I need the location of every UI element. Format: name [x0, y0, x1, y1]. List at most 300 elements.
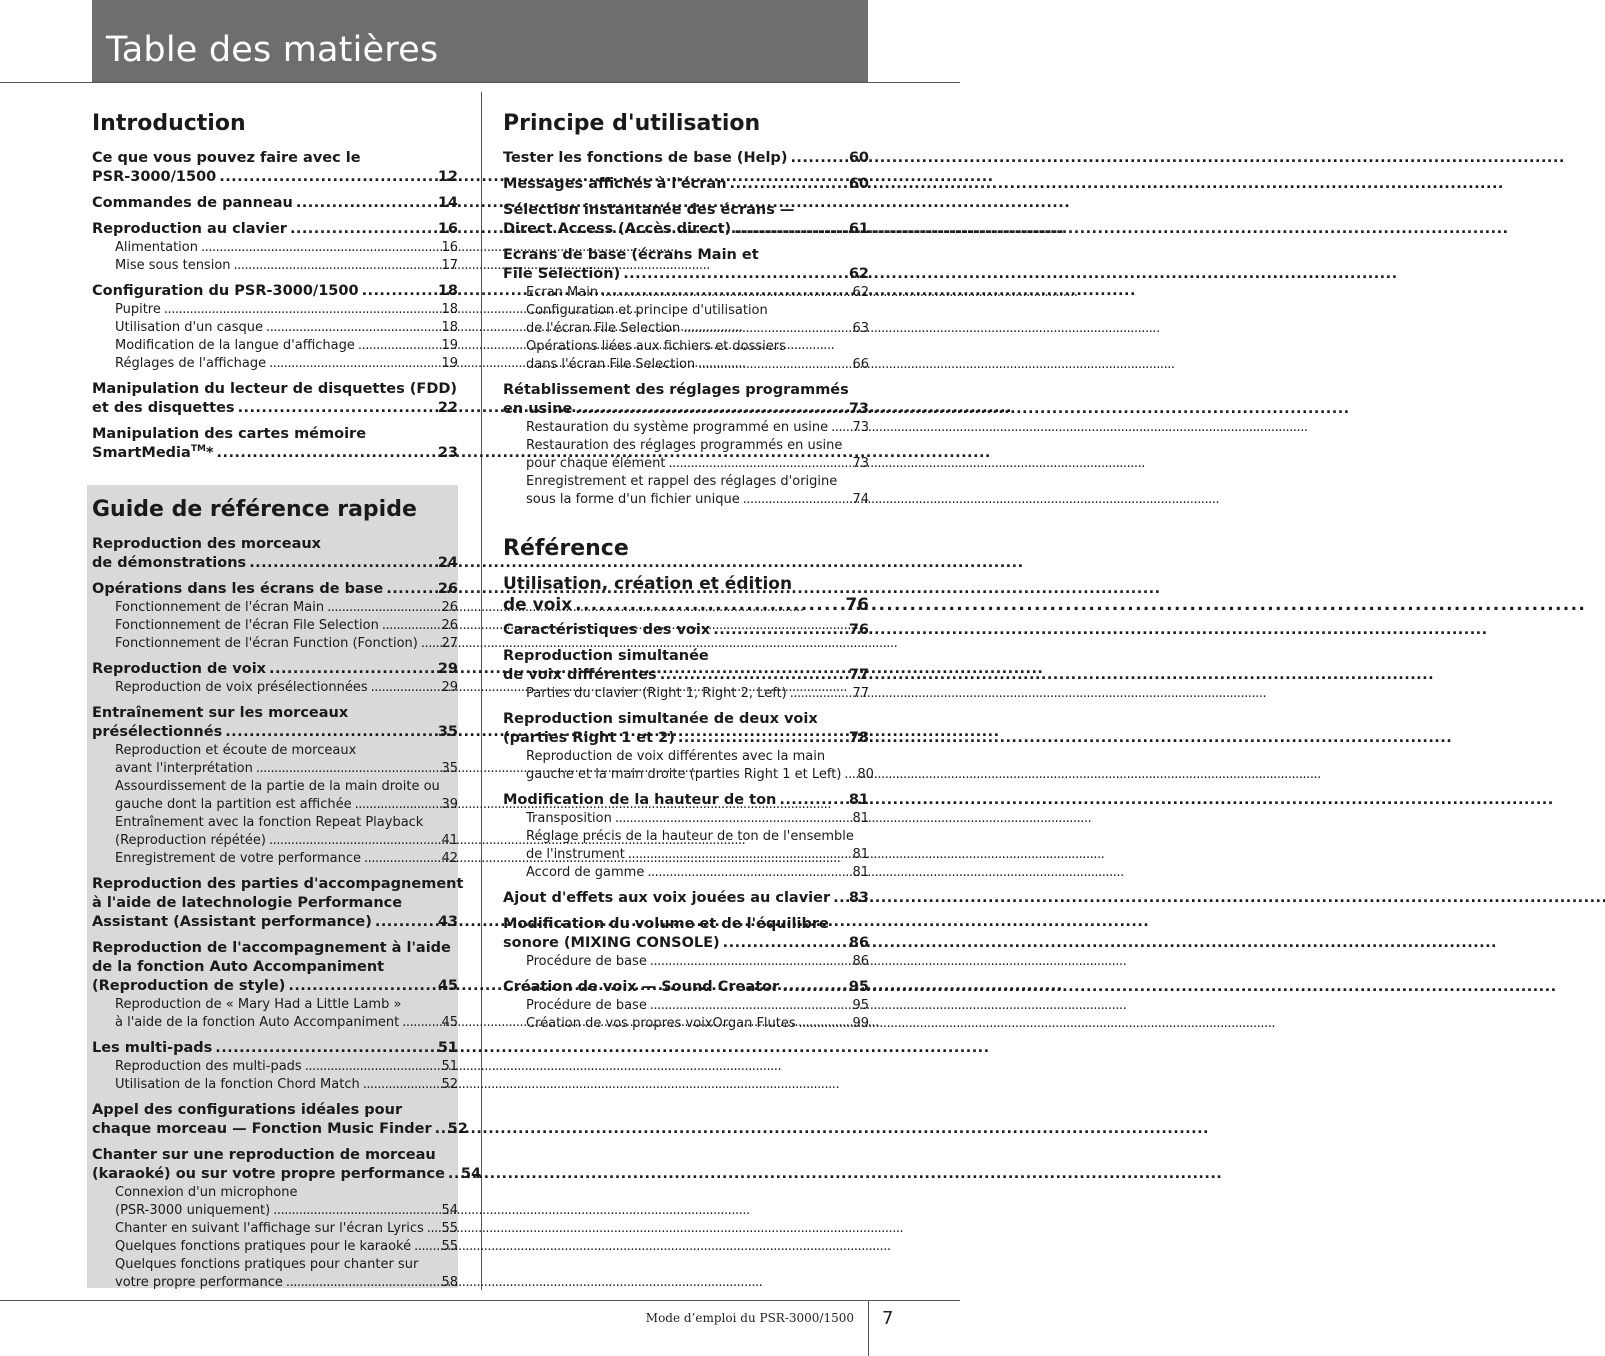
toc-subentry-line: Reproduction de « Mary Had a Little Lamb »	[115, 997, 402, 1012]
leader-dots	[402, 1014, 438, 1032]
toc-entry-label: Transposition	[526, 811, 612, 826]
toc-entry	[92, 580, 458, 599]
toc-page-number: 54	[441, 1203, 458, 1218]
toc-entry-line: Modification du volume et de l'équilibre	[503, 916, 829, 932]
toc-entry-block	[92, 535, 458, 573]
toc-entry-line: Appel des configurations idéales pour	[92, 1102, 403, 1118]
toc-subentry	[503, 997, 869, 1015]
leader-dots	[601, 284, 849, 302]
toc-entry-block	[503, 381, 869, 509]
toc-entry-label: gauche et la main droite (parties Right 1 et Left)	[526, 767, 842, 782]
toc-entry	[92, 913, 458, 932]
toc-entry	[503, 175, 869, 194]
toc-page-number: 74	[852, 492, 869, 507]
toc-entry-label: Caractéristiques des voix	[503, 622, 711, 638]
toc-entry-label: et des disquettes	[92, 400, 235, 416]
leader-dots	[256, 760, 439, 778]
toc-entry	[503, 595, 869, 616]
toc-entry-block	[503, 791, 869, 882]
leader-dots	[238, 399, 435, 418]
toc-entry-label: Reproduction des multi-pads	[115, 1059, 302, 1074]
toc-entry-label: Configuration du PSR-3000/1500	[92, 283, 359, 299]
leader-dots	[421, 635, 439, 653]
leader-dots	[790, 685, 850, 703]
toc-entry-line: Ce que vous pouvez faire avec le	[92, 150, 361, 166]
toc-page-number: 52	[441, 1077, 458, 1092]
introduction-list	[92, 149, 458, 463]
toc-entry	[92, 444, 458, 463]
toc-subentry	[92, 832, 458, 850]
leader-dots	[273, 1202, 438, 1220]
toc-page-number: 29	[437, 661, 458, 677]
toc-entry-text	[115, 239, 198, 257]
toc-subentry	[503, 491, 869, 509]
toc-entry-label: à l'aide de la fonction Auto Accompaniment	[115, 1015, 400, 1030]
leader-dots	[296, 194, 435, 213]
toc-page-number: 81	[852, 811, 869, 826]
toc-subentry	[92, 679, 458, 697]
toc-entry-text	[503, 621, 710, 640]
section-title-reference: Référence	[503, 536, 629, 561]
toc-page-number: 26	[441, 600, 458, 615]
toc-entry-text	[115, 301, 161, 319]
toc-entry-block	[92, 380, 458, 418]
leader-dots	[290, 220, 435, 239]
leader-dots	[660, 666, 846, 685]
toc-entry-text	[115, 679, 368, 697]
toc-subentry	[92, 760, 458, 778]
toc-entry-label: avant l'interprétation	[115, 761, 253, 776]
toc-page-number: 61	[848, 221, 869, 237]
toc-page-number: 73	[852, 420, 869, 435]
toc-entry-text	[503, 175, 727, 194]
toc-entry-text	[92, 660, 266, 679]
section-title-quick-guide: Guide de référence rapide	[92, 497, 417, 522]
toc-subentry-line: Configuration et principe d'utilisation	[526, 303, 768, 318]
toc-entry-block	[92, 220, 458, 275]
leader-dots	[305, 1058, 439, 1076]
toc-entry-label: Ecran Main	[526, 285, 599, 300]
toc-subentry	[92, 850, 458, 868]
leader-dots	[363, 1076, 439, 1094]
toc-entry	[92, 1039, 458, 1058]
footer-divider	[868, 1300, 869, 1356]
leader-dots	[382, 617, 439, 635]
toc-entry-label: en usine	[503, 401, 573, 417]
toc-entry-label: Réglages de l'affichage	[115, 356, 267, 371]
leader-dots	[669, 455, 850, 473]
toc-entry-block	[503, 149, 869, 168]
toc-entry-text	[115, 1014, 399, 1032]
toc-entry-text	[92, 399, 235, 418]
toc-page-number: 99	[852, 1016, 869, 1031]
toc-entry-label: gauche dont la partition est affichée	[115, 797, 352, 812]
toc-subentry	[503, 455, 869, 473]
toc-entry-label: Mise sous tension	[115, 258, 231, 273]
toc-entry-block	[503, 621, 869, 640]
toc-entry-label: Opérations dans les écrans de base	[92, 581, 384, 597]
toc-entry-text	[503, 265, 620, 284]
toc-entry-block	[92, 1039, 458, 1094]
toc-subentry	[92, 257, 458, 275]
toc-entry	[503, 400, 869, 419]
toc-entry-label: Ajout d'effets aux voix jouées au clavier	[503, 890, 831, 906]
toc-page-number: 23	[437, 445, 458, 461]
toc-subentry	[503, 685, 869, 703]
toc-page-number: 51	[437, 1040, 458, 1056]
toc-entry-text	[115, 337, 355, 355]
toc-entry-text	[526, 953, 647, 971]
leader-dots	[266, 319, 438, 337]
toc-entry-line: de la fonction Auto Accompaniment	[92, 959, 385, 975]
toc-entry-text	[115, 1058, 302, 1076]
toc-subentry	[503, 846, 869, 864]
toc-entry-label: Pupitre	[115, 302, 161, 317]
toc-entry-block	[92, 1146, 482, 1292]
quick-guide-list	[92, 535, 482, 1292]
toc-entry-text	[115, 1238, 411, 1256]
toc-page-number: 55	[441, 1239, 458, 1254]
toc-page-number: 77	[852, 686, 869, 701]
toc-page-number: 86	[848, 935, 869, 951]
leader-dots	[249, 554, 435, 573]
leader-dots	[234, 257, 439, 275]
toc-entry-text	[503, 149, 787, 168]
toc-entry-block	[503, 889, 869, 908]
toc-entry-label: Modification de la langue d'affichage	[115, 338, 355, 353]
toc-entry-block	[92, 875, 464, 932]
toc-entry	[92, 660, 458, 679]
principe-list	[503, 149, 869, 509]
toc-page-number: 63	[852, 321, 869, 336]
toc-entry-label: (Reproduction de style)	[92, 978, 286, 994]
toc-entry-text	[92, 723, 222, 742]
leader-dots	[743, 491, 850, 509]
toc-entry-label: (parties Right 1 et 2)	[503, 730, 675, 746]
toc-page-number: 14	[437, 195, 458, 211]
toc-entry	[92, 399, 458, 418]
toc-entry-line: Ecrans de base (écrans Main et	[503, 247, 759, 263]
toc-entry	[92, 282, 458, 301]
leader-dots	[435, 1120, 445, 1139]
toc-entry-label: Accord de gamme	[526, 865, 645, 880]
toc-page-number: 22	[437, 400, 458, 416]
toc-subentry	[503, 320, 869, 338]
toc-entry-text	[526, 766, 841, 784]
page-title: Table des matières	[106, 30, 439, 70]
toc-entry-text	[526, 846, 625, 864]
toc-entry-text	[92, 977, 285, 996]
toc-entry-text	[92, 168, 216, 187]
toc-entry-text	[115, 1076, 360, 1094]
toc-entry-text	[115, 319, 263, 337]
section-title-principe: Principe d'utilisation	[503, 111, 761, 136]
toc-entry-text	[115, 635, 418, 653]
leader-dots	[364, 850, 438, 868]
leader-dots	[164, 301, 439, 319]
toc-page-number: 80	[857, 767, 874, 782]
toc-entry-block	[92, 149, 458, 187]
toc-entry-label: Tester les fonctions de base (Help)	[503, 150, 788, 166]
leader-dots	[219, 168, 435, 187]
toc-subentry-line: Entraînement avec la fonction Repeat Playback	[115, 815, 424, 830]
toc-entry	[503, 791, 869, 810]
toc-entry-text	[526, 320, 680, 338]
toc-subentry-line: Assourdissement de la partie de la main droite ou	[115, 779, 440, 794]
toc-entry-label: Direct Access (Accès direct)	[503, 221, 732, 237]
toc-entry-text	[115, 1220, 424, 1238]
toc-page-number: 18	[437, 283, 458, 299]
leader-dots	[799, 1015, 850, 1033]
toc-subentry-line: Reproduction et écoute de morceaux	[115, 743, 357, 758]
toc-entry	[92, 220, 458, 239]
toc-entry	[92, 977, 458, 996]
toc-entry-text	[92, 444, 214, 463]
toc-entry-line: à l'aide de latechnologie Performance	[92, 895, 403, 911]
toc-page-number: 66	[852, 357, 869, 372]
leader-dots	[647, 864, 849, 882]
toc-entry-label: Restauration du système programmé en usine	[526, 420, 829, 435]
toc-entry-block	[503, 647, 869, 703]
toc-subentry	[503, 766, 874, 784]
toc-entry	[503, 220, 869, 239]
toc-subentry	[503, 356, 869, 374]
toc-entry	[503, 934, 869, 953]
toc-entry-text	[92, 1165, 445, 1184]
toc-entry-text	[503, 978, 779, 997]
leader-dots	[327, 599, 438, 617]
toc-page-number: 42	[441, 851, 458, 866]
toc-subentry	[92, 319, 458, 337]
leader-dots	[844, 766, 854, 784]
toc-entry-text	[526, 419, 828, 437]
toc-page-number: 17	[441, 258, 458, 273]
toc-subentry	[92, 1238, 458, 1256]
toc-entry-line: Reproduction de l'accompagnement à l'aide	[92, 940, 451, 956]
leader-dots	[269, 355, 438, 373]
leader-dots	[427, 1220, 439, 1238]
toc-page-number: 54	[460, 1166, 482, 1182]
toc-entry-label: Procédure de base	[526, 998, 647, 1013]
toc-subentry	[92, 239, 458, 257]
leader-dots	[615, 810, 850, 828]
toc-entry-label: Enregistrement de votre performance	[115, 851, 362, 866]
toc-entry-text	[115, 850, 361, 868]
toc-entry-block	[503, 915, 869, 971]
toc-subentry	[503, 419, 869, 437]
leader-dots	[831, 419, 849, 437]
header-banner	[92, 0, 868, 82]
toc-subentry	[92, 635, 458, 653]
leader-dots	[386, 580, 435, 599]
toc-entry-block	[92, 939, 458, 1032]
toc-page-number: 35	[441, 761, 458, 776]
leader-dots	[650, 997, 850, 1015]
toc-entry-label: de l'instrument	[526, 847, 625, 862]
toc-subentry	[92, 355, 458, 373]
toc-page-number: 39	[441, 797, 458, 812]
toc-entry-label: Commandes de panneau	[92, 195, 293, 211]
leader-dots	[201, 239, 438, 257]
toc-subentry-line: Restauration des réglages programmés en usine	[526, 438, 843, 453]
toc-entry-label: sous la forme d'un fichier unique	[526, 492, 740, 507]
leader-dots	[414, 1238, 438, 1256]
leader-dots	[217, 444, 435, 463]
reference-list	[503, 574, 874, 1033]
leader-dots	[575, 595, 842, 616]
toc-entry-label: Procédure de base	[526, 954, 647, 969]
toc-page-number: 77	[848, 667, 869, 683]
toc-entry-block	[503, 201, 869, 239]
leader-dots	[448, 1165, 458, 1184]
toc-page-number: 76	[848, 622, 869, 638]
toc-entry-block	[92, 425, 458, 463]
leader-dots	[628, 846, 850, 864]
toc-page-number: 41	[441, 833, 458, 848]
toc-subentry-line: Opérations liées aux fichiers et dossiers	[526, 339, 786, 354]
toc-entry-label: Parties du clavier (Right 1, Right 2, Left)	[526, 686, 787, 701]
toc-page-number: 83	[848, 890, 869, 906]
toc-subentry	[92, 617, 458, 635]
toc-page-number: 62	[848, 266, 869, 282]
leader-dots	[723, 934, 846, 953]
toc-page-number: 35	[437, 724, 458, 740]
toc-entry-label: de voix	[503, 595, 573, 615]
toc-entry-text	[115, 257, 231, 275]
toc-entry-text	[115, 355, 266, 373]
toc-entry	[92, 168, 458, 187]
toc-entry-text	[115, 1202, 270, 1220]
toc-entry-label: (PSR-3000 uniquement)	[115, 1203, 271, 1218]
toc-entry-label: PSR-3000/1500	[92, 169, 217, 185]
toc-entry-text	[503, 220, 731, 239]
toc-page-number: 62	[852, 285, 869, 300]
toc-entry	[92, 1120, 468, 1139]
toc-entry-text	[115, 1274, 283, 1292]
toc-entry-label: Assistant (Assistant performance)	[92, 914, 372, 930]
toc-page-number: 19	[441, 356, 458, 371]
toc-entry-label: Fonctionnement de l'écran File Selection	[115, 618, 379, 633]
toc-subentry	[92, 1014, 458, 1032]
leader-dots	[833, 889, 846, 908]
toc-entry	[503, 729, 869, 748]
toc-page-number: 60	[848, 150, 869, 166]
toc-entry-line: Manipulation des cartes mémoire	[92, 426, 367, 442]
leader-dots	[371, 679, 439, 697]
toc-entry-text	[503, 934, 720, 953]
toc-entry-line: Rétablissement des réglages programmés	[503, 382, 849, 398]
toc-entry-label: Fonctionnement de l'écran Main	[115, 600, 325, 615]
toc-entry-text	[92, 554, 246, 573]
toc-page-number: 73	[852, 456, 869, 471]
toc-entry-text	[115, 599, 324, 617]
toc-entry-text	[115, 617, 379, 635]
toc-entry-label: Utilisation de la fonction Chord Match	[115, 1077, 360, 1092]
toc-entry-block	[92, 704, 458, 868]
toc-entry-label: Messages affichés à l'écran	[503, 176, 727, 192]
toc-entry-label: Modification de la hauteur de ton	[503, 792, 777, 808]
toc-entry-text	[92, 194, 293, 213]
toc-page-number: 18	[441, 302, 458, 317]
toc-entry-text	[115, 832, 266, 850]
toc-entry-suffix: *	[205, 445, 214, 461]
toc-entry-label: SmartMedia	[92, 445, 191, 461]
leader-dots	[362, 282, 435, 301]
toc-entry-label: votre propre performance	[115, 1275, 283, 1290]
toc-entry	[503, 978, 869, 997]
toc-subentry-line: Quelques fonctions pratiques pour chanter sur	[115, 1257, 419, 1272]
toc-subentry-line: Reproduction de voix différentes avec la main	[526, 749, 826, 764]
toc-subentry	[503, 864, 869, 882]
toc-subentry	[92, 1220, 458, 1238]
leader-dots	[698, 356, 849, 374]
section-title-introduction: Introduction	[92, 111, 246, 136]
toc-subentry	[92, 599, 458, 617]
toc-subentry	[92, 1202, 458, 1220]
toc-page-number: 18	[441, 320, 458, 335]
toc-page-number: 95	[848, 979, 869, 995]
toc-entry-block	[503, 175, 869, 194]
toc-entry-label: Reproduction au clavier	[92, 221, 287, 237]
leader-dots	[375, 913, 435, 932]
leader-dots	[225, 723, 435, 742]
toc-entry-text	[503, 400, 572, 419]
toc-entry-text	[115, 796, 352, 814]
toc-entry-label: dans l'écran File Selection	[526, 357, 696, 372]
toc-entry-line: Reproduction des parties d'accompagnement	[92, 876, 464, 892]
toc-entry-label: Quelques fonctions pratiques pour le karaoké	[115, 1239, 412, 1254]
toc-entry-label: Utilisation d'un casque	[115, 320, 264, 335]
toc-entry-line: Manipulation du lecteur de disquettes (FDD)	[92, 381, 458, 397]
toc-entry-label: de l'écran File Selection	[526, 321, 681, 336]
toc-page-number: 45	[441, 1015, 458, 1030]
leader-dots	[730, 175, 846, 194]
footer-manual-name: Mode d’emploi du PSR-3000/1500	[645, 1311, 854, 1325]
toc-page-number: 55	[441, 1221, 458, 1236]
toc-entry-text	[92, 1120, 432, 1139]
trademark-mark: TM	[190, 444, 206, 455]
toc-page-number: 45	[437, 978, 458, 994]
top-rule	[0, 82, 960, 83]
toc-entry	[503, 889, 869, 908]
toc-entry-line: Reproduction simultanée de deux voix	[503, 711, 818, 727]
toc-entry-line: Entraînement sur les morceaux	[92, 705, 349, 721]
toc-entry-label: Création de voix — Sound Creator	[503, 979, 780, 995]
toc-entry-text	[503, 595, 572, 616]
toc-page-number: 24	[437, 555, 458, 571]
toc-entry-label: Alimentation	[115, 240, 198, 255]
toc-entry-block	[92, 282, 458, 373]
toc-entry-text	[92, 1039, 212, 1058]
toc-page-number: 95	[852, 998, 869, 1013]
toc-page-number: 16	[437, 221, 458, 237]
toc-page-number: 26	[441, 618, 458, 633]
toc-entry-text	[526, 491, 740, 509]
toc-entry	[92, 194, 458, 213]
toc-page-number: 78	[848, 730, 869, 746]
toc-entry-block	[92, 194, 458, 213]
footer-rule	[0, 1300, 960, 1301]
toc-entry-line: Reproduction simultanée	[503, 648, 709, 664]
toc-subentry	[503, 810, 869, 828]
leader-dots	[734, 220, 846, 239]
toc-entry-text	[526, 455, 666, 473]
toc-entry-label: Les multi-pads	[92, 1040, 213, 1056]
toc-entry-block	[92, 1101, 468, 1139]
toc-entry-block	[503, 246, 869, 374]
toc-page-number: 51	[441, 1059, 458, 1074]
toc-entry-block	[503, 574, 869, 616]
